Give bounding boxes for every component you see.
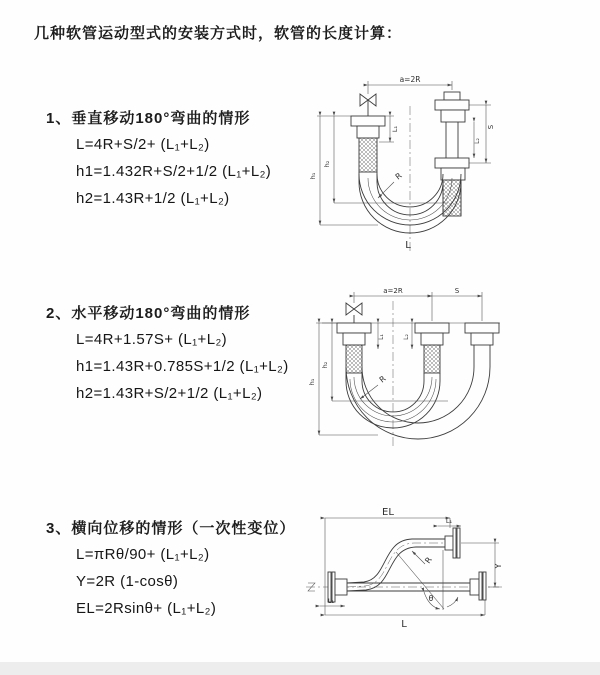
dim-label-l1-top: L₁ bbox=[445, 517, 453, 525]
formula-1-l: L=4R+S/2+ (L₁+L₂) bbox=[76, 136, 210, 153]
formula-1-h2: h2=1.43R+1/2 (L₁+L₂) bbox=[76, 190, 230, 207]
dim-label-l2: L₂ bbox=[403, 334, 410, 340]
dim-label-span: a=2R bbox=[399, 75, 421, 84]
valve-icon bbox=[346, 303, 362, 323]
right-flange-original bbox=[470, 572, 486, 600]
dim-label-h1: h₁ bbox=[309, 172, 317, 180]
page-title: 几种软管运动型式的安装方式时，软管的长度计算： bbox=[34, 25, 403, 42]
formula-3-el: EL=2Rsinθ+ (L₁+L₂) bbox=[76, 600, 217, 617]
formula-2-h1: h1=1.43R+0.785S+1/2 (L₁+L₂) bbox=[76, 358, 289, 375]
formula-1-h1: h1=1.432R+S/2+1/2 (L₁+L₂) bbox=[76, 163, 272, 180]
formula-3-l: L=πRθ/90+ (L₁+L₂) bbox=[76, 546, 210, 563]
dim-label-span: a=2R bbox=[383, 287, 403, 295]
diagram-vertical-180-bend bbox=[308, 70, 600, 265]
dim-label-l1: L₁ bbox=[378, 334, 385, 340]
braid-section bbox=[346, 345, 362, 373]
braid-section bbox=[424, 345, 440, 373]
dim-label-el: EL bbox=[382, 507, 394, 518]
section-3-heading: 3、横向位移的情形（一次性变位） bbox=[46, 520, 296, 537]
left-flange bbox=[337, 323, 371, 373]
valve-icon bbox=[360, 94, 376, 116]
left-flange bbox=[351, 116, 385, 172]
braid-section bbox=[359, 138, 377, 172]
formula-2-l: L=4R+1.57S+ (L₁+L₂) bbox=[76, 331, 228, 348]
dim-label-l: L bbox=[405, 240, 411, 251]
dim-label-r: R bbox=[377, 374, 388, 385]
right-flange-upper-position bbox=[435, 92, 469, 122]
page-bottom-shadow bbox=[0, 662, 600, 675]
diagram-lateral-displacement bbox=[298, 500, 600, 648]
dim-label-theta: θ bbox=[428, 594, 434, 603]
dim-label-s: S bbox=[454, 287, 460, 295]
dim-label-s: S bbox=[487, 124, 495, 130]
formula-2-h2: h2=1.43R+S/2+1/2 (L₁+L₂) bbox=[76, 385, 263, 402]
middle-flange bbox=[415, 323, 449, 373]
dim-label-r: R bbox=[393, 171, 404, 182]
right-flange-moved bbox=[465, 323, 499, 345]
hose-u-bend-moved bbox=[346, 345, 490, 439]
dim-label-h1: h₁ bbox=[308, 378, 316, 386]
diagram-horizontal-180-bend bbox=[308, 283, 600, 455]
dim-label-y: Y bbox=[494, 563, 503, 569]
dim-label-l1: L₁ bbox=[391, 125, 399, 133]
dim-label-l: L bbox=[401, 619, 407, 630]
angle-axis-line bbox=[396, 552, 444, 609]
section-1-heading: 1、垂直移动180°弯曲的情形 bbox=[46, 110, 251, 127]
formula-3-y: Y=2R (1-cosθ) bbox=[76, 573, 179, 590]
dim-label-l2: L₂ bbox=[474, 138, 481, 144]
dim-label-r: R bbox=[423, 555, 434, 566]
dim-label-l1-bottom: L₁ bbox=[327, 597, 335, 605]
dim-label-h2: h₂ bbox=[323, 160, 331, 168]
section-2-heading: 2、水平移动180°弯曲的情形 bbox=[46, 305, 251, 322]
upper-flange-displaced bbox=[445, 528, 460, 558]
dim-label-h2: h₂ bbox=[321, 361, 329, 369]
